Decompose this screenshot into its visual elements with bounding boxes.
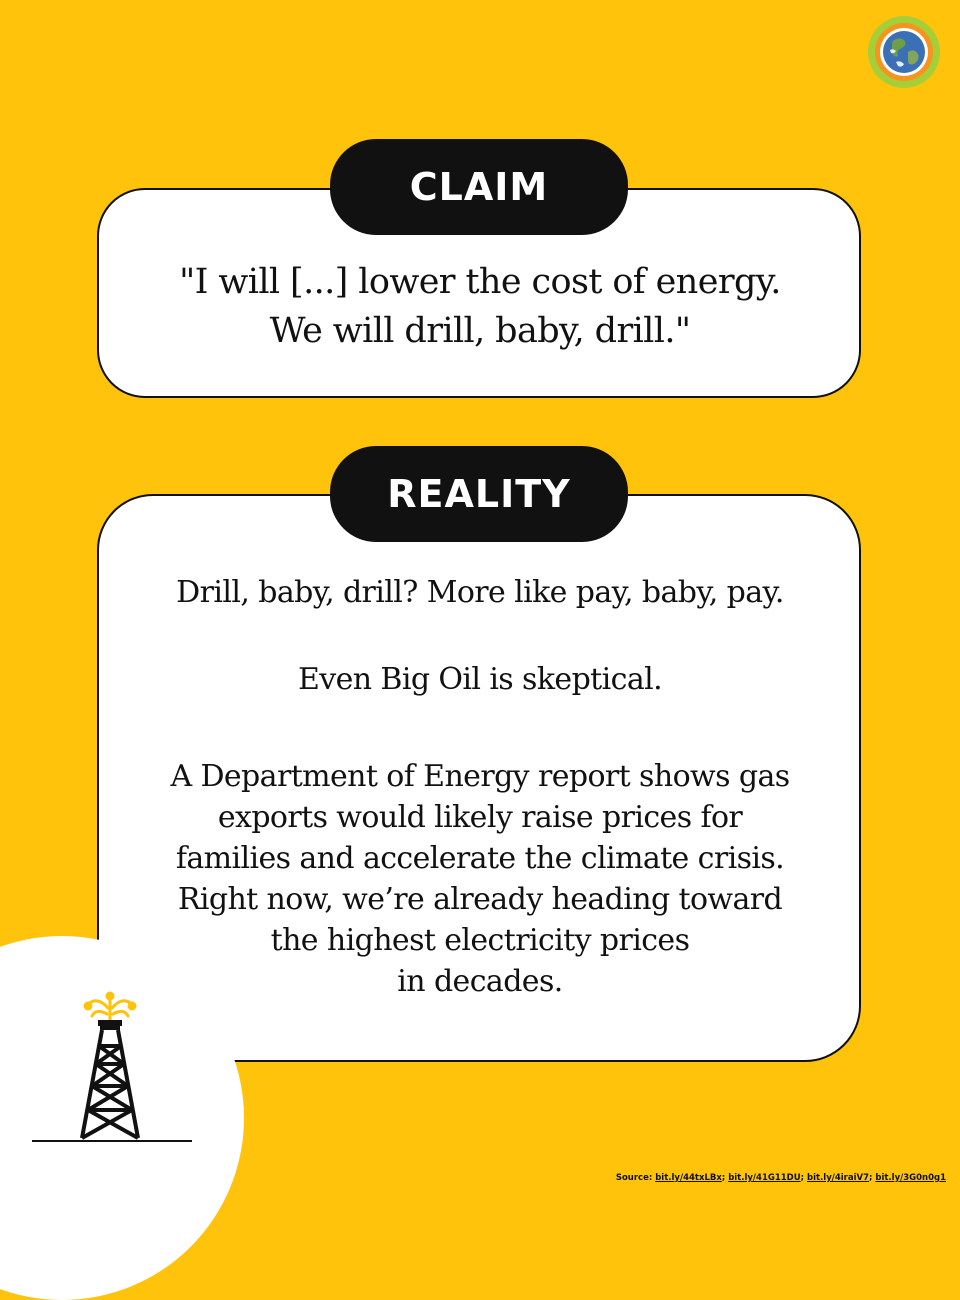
reality-paragraph-2: Even Big Oil is skeptical.	[297, 662, 663, 697]
reality-paragraph-line: in decades.	[397, 964, 563, 999]
source-link[interactable]: bit.ly/44txLBx	[655, 1173, 722, 1183]
earth-globe-logo-icon	[866, 14, 942, 90]
claim-quote	[0, 258, 960, 356]
reality-label: REALITY	[330, 446, 628, 542]
source-prefix: Source:	[615, 1173, 653, 1183]
source-citation: Source: bit.ly/44txLBx; bit.ly/41G11DU; bit.ly/4iraiV7; bit.ly/3G0n0g1	[615, 1173, 946, 1183]
reality-paragraph-line: the highest electricity prices	[270, 923, 690, 958]
source-link[interactable]: bit.ly/41G11DU	[728, 1173, 801, 1183]
reality-paragraph-line: exports would likely raise prices for	[217, 800, 743, 835]
source-link[interactable]: bit.ly/3G0n0g1	[875, 1173, 946, 1183]
claim-quote-line: We will drill, baby, drill."	[269, 311, 691, 351]
reality-paragraph-line: Right now, we’re already heading toward	[177, 882, 783, 917]
oil-derrick-icon	[70, 990, 150, 1142]
reality-paragraph-3	[110, 756, 850, 1002]
reality-paragraph-line: A Department of Energy report shows gas	[170, 759, 790, 794]
reality-paragraph-1: Drill, baby, drill? More like pay, baby, pay.	[176, 575, 784, 610]
reality-paragraph-line: families and accelerate the climate crisis.	[175, 841, 785, 876]
claim-quote-line: "I will [...] lower the cost of energy.	[179, 262, 781, 302]
source-link[interactable]: bit.ly/4iraiV7	[807, 1173, 870, 1183]
claim-label: CLAIM	[330, 139, 628, 235]
